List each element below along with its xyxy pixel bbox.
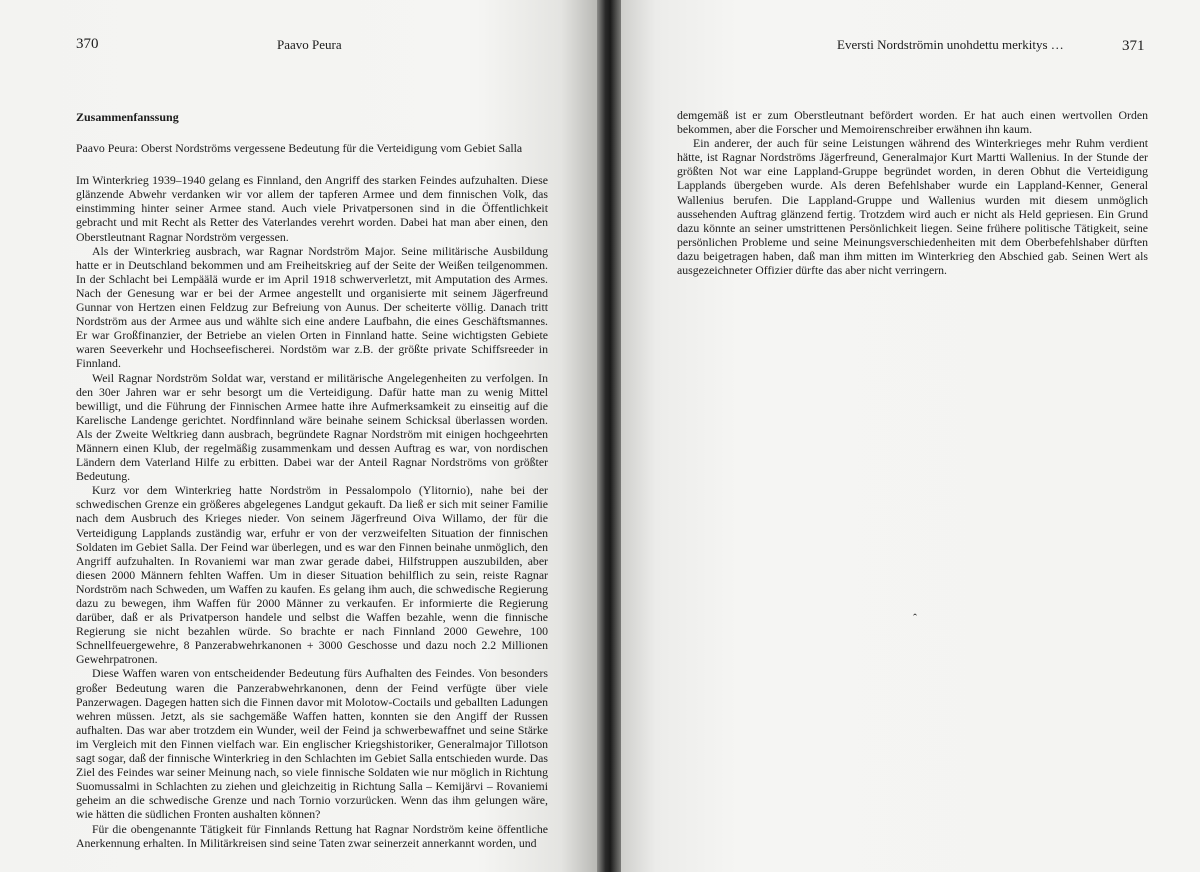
right-running-head: Eversti Nordströmin unohdettu merkitys …	[837, 37, 1064, 52]
paragraph: Diese Waffen waren von entscheidender Bedeutung fürs Aufhalten des Feindes. Von besonders großer Bedeutung waren die Panzerabwehrkanonen, denn der Feind verfügte über viele Panzerwagen. Dagegen hatten sich die Finnen davor mit Molotow-Coctails und geballten Ladungen wehren müssen. Jetzt, als sie sachgemäße Waffen hatten, konnten sie den Angiff der Russen aufhalten. Das war aber trotzdem ein Wunder, weil der Feind ja schwerbewaffnet und seine Stärke im Vergleich mit den Finnen vielfach war. Ein englischer Kriegshistoriker, Generalmajor Tillotson sagt sogar, daß der finnische Winterkrieg in den Schlachten im Gebiet Salla entschieden wurde. Das Ziel des Feindes war seiner Meinung nach, so viele finnische Soldaten wie nur möglich in Richtung Suomussalmi in Schlachten zu ziehen und gleichzeitig in Richtung Salla – Kemijärvi – Rovaniemi geheim an die schwedische Grenze und nach Tornio vorzurücken. Wenn das ihm gelungen wäre, wie hätten die südlichen Fronten aushalten können?	[76, 666, 548, 822]
paragraph: demgemäß ist er zum Oberstleutnant befördert worden. Er hat auch einen wertvollen Orden bekommen, aber die Forscher und Memoirenschreiber erwähnen ihn kaum.	[677, 108, 1148, 137]
paragraph: Als der Winterkrieg ausbrach, war Ragnar Nordström Major. Seine militärische Ausbildung hatte er in Deutschland bekommen und am Freiheitskrieg auf der Seite der Weißen teilgenommen. In der Schlacht bei Lempäälä wurde er im April 1918 schwerverletzt, mit Amputation des Armes. Nach der Genesung war er bei der Armee angestellt und organisierte mit seinem Jägerfreund Gunnar von Hertzen einen Feldzug zur Befreiung von Aunus. Der scheiterte völlig. Danach tritt Nordström aus der Armee aus und wählte sich eine andere Laufbahn, die eines Geschäftsmannes. Er war Großfinanzier, der Betriebe an vielen Orten in Finnland hatte. Seine wichtigsten Gebiete waren Seeverkehr und Hochseefischerei. Nordstöm war z.B. der größte private Schiffsreeder in Finnland.	[76, 243, 548, 371]
left-body-text	[76, 110, 548, 850]
right-body-text	[677, 108, 1148, 277]
stray-mark-icon: ˆ	[913, 611, 917, 625]
left-running-head: Paavo Peura	[277, 37, 342, 52]
left-page-number: 370	[76, 36, 99, 52]
right-page-number: 371	[1122, 38, 1145, 54]
paragraph: Ein anderer, der auch für seine Leistungen während des Winterkrieges mehr Ruhm verdient hätte, ist Ragnar Nordströms Jägerfreund, Generalmajor Kurt Martti Wallenius. In der Stunde der größten Not war eine Lappland-Gruppe begründet worden, in deren Obhut die Verteidigung Lapplands übergeben wurde. Als deren Befehlshaber wurde ein Lappland-Kenner, General Wallenius berufen. Die Lappland-Gruppe und Wallenius wurden mit diesem unmöglich aussehenden Auftrag glänzend fertig. Trotzdem wird auch er nicht als Held gepriesen. Ein Grund dazu könnte an seiner umstrittenen Persönlichkeit liegen. Seine frühere politische Tätigkeit, seine persönlichen Probleme und seine Meinungsverschiedenheiten mit dem Oberbefehlshaber dürften dazu beigetragen haben, daß man ihm mitten im Winterkrieg den Abschied gab. Seinen Wert als ausgezeichneter Offizier dürfte das aber nicht verringern.	[677, 136, 1148, 278]
summary-subtitle: Paavo Peura: Oberst Nordströms vergessene Bedeutung für die Verteidigung vom Gebiet Salla	[76, 141, 523, 156]
paragraph: Im Winterkrieg 1939–1940 gelang es Finnland, den Angriff des starken Feindes aufzuhalten. Diese glänzende Abwehr verdanken wir vor allem der tapferen Armee und dem finnischen Volk, das einstimming hinter seiner Armee stand. Auch viele Privatpersonen sind in die Öffentlichkeit gebracht und mit Recht als Retter des Vaterlandes verehrt worden. Dabei hat man aber einen, den Oberstleutnant Ragnar Nordström vergessen.	[76, 173, 548, 244]
paragraph: Kurz vor dem Winterkrieg hatte Nordström in Pessalompolo (Ylitornio), nahe bei der schwedischen Grenze ein größeres abgelegenes Landgut gekauft. Da ließ er sich mit seiner Familie nach dem Ausbruch des Krieges nieder. Von seinem Jägerfreund Oiva Willamo, der für die Verteidigung Lapplands zuständig war, erfuhr er von der verzweifelten Situation der finnischen Soldaten im Gebiet Salla. Der Feind war überlegen, und es war den Finnen beinahe unmöglich, den Angriff aufzuhalten. In Rovaniemi war man zwar gerade dabei, Hilfstruppen auszubilden, aber diesen 2000 Männern fehlten Waffen. Um in dieser Situation behilflich zu sein, reiste Ragnar Nordström nach Schweden, um Waffen zu kaufen. Es gelang ihm auch, die schwedische Regierung dazu zu bewegen, ihm Waffen für 2000 Männer zu verkaufen. Er informierte die Regierung darüber, daß er als Privatperson handele und selbst die Waffen bezahle, wenn die finnische Regierung sie nicht bezahlen würde. So brachte er nach Finnland 2000 Gewehre, 100 Schnellfeuergewehre, 8 Panzerabwehrkanonen + 3000 Geschosse und dazu noch 2.2 Millionen Gewehrpatronen.	[76, 483, 548, 667]
section-heading: Zusammenfanssung	[76, 110, 179, 124]
book-gutter	[597, 0, 621, 872]
paragraph: Weil Ragnar Nordström Soldat war, verstand er militärische Angelegenheiten zu verfolgen. In den 30er Jahren war er sehr besorgt um die Verteidigung. Dafür hatte man zu wenig Mittel bewilligt, und die Führung der Finnischen Armee hatte ihre Aufmerksamkeit zu einseitig auf die Karelische Landenge gerichtet. Nordfinnland wäre beinahe seinem Schicksal überlassen worden. Als der Zweite Weltkrieg dann ausbrach, begründete Ragnar Nordström mit einigen hochgeehrten Männern einen Klub, der regelmäßig zusammenkam und dessen Auftrag es war, von nordischen Ländern dem Vaterland Hilfe zu erbitten. Dabei war der Anteil Ragnar Nordströms von größter Bedeutung.	[76, 370, 548, 484]
paragraph: Für die obengenannte Tätigkeit für Finnlands Rettung hat Ragnar Nordström keine öffentliche Anerkennung erhalten. In Militärkreisen sind seine Taten zwar seinerzeit annerkannt worden, und	[76, 821, 548, 850]
